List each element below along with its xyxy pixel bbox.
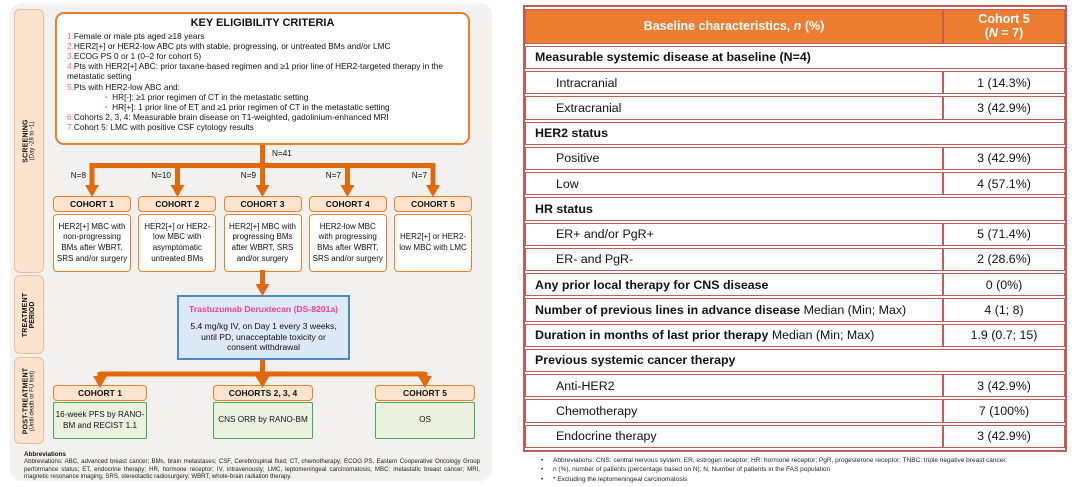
bullet-icon: • xyxy=(541,475,544,483)
cohort-description: HER2[+] MBC with non-progressing BMs after WBRT, SRS and/or surgery xyxy=(53,214,131,272)
eligibility-item xyxy=(67,112,458,122)
row-label-text: Number of previous lines in advance disease xyxy=(535,302,801,317)
table-row xyxy=(525,71,1065,94)
cohort-description: HER2[+] or HER2-low MBC with asymptomatic untreated BMs xyxy=(138,214,216,272)
abbreviations-text: Abbreviations: ABC, advanced breast cancer; BMs, brain metastases; CSF, Cerebrospinal fluid; CT, chemotherapy; ECOG PS, Eastern Cooperative Oncology Group performance status; ET, endocrine therapy; HR, hormone receptor; IV, intravenously; LMC, leptomeningeal carcinomatosis; MBC: metastatic breast cancer; MRI, magnetic resonance imaging; SRS, stereotactic radiosurgery; WBRT, whole-brain radiation therapy. xyxy=(24,458,480,481)
row-label-text: Duration in months of last prior therapy xyxy=(535,328,769,343)
header-baseline-characteristics: Baseline characteristics, n (%) xyxy=(525,9,943,44)
row-section-label: HER2 status xyxy=(525,122,1065,145)
cohort-n-labels xyxy=(10,171,492,183)
outcome-description: 16-week PFS by RANO-BM and RECIST 1.1 xyxy=(53,402,147,439)
total-n-label: N=41 xyxy=(272,149,292,158)
eligibility-item-number: 2. xyxy=(67,41,74,52)
row-value: 3 (42.9%) xyxy=(943,425,1065,448)
row-label-suffix: Median (Min; Max) xyxy=(800,302,907,317)
footnote-item xyxy=(541,465,1072,474)
eligibility-item xyxy=(67,31,458,41)
cohort-header: COHORT 3 xyxy=(224,196,302,212)
row-label xyxy=(525,223,943,246)
phase-label-treatment-period xyxy=(14,275,44,354)
table-row xyxy=(525,273,1065,296)
eligibility-item xyxy=(67,41,458,51)
eligibility-subitem xyxy=(67,102,458,112)
eligibility-item xyxy=(67,82,458,92)
footnote-text: Abbreviations: CNS: central nervous system; ER, estrogen receptor; HR: hormone receptor; PgR, progesterone receptor; TNBC: triple negative breast cancer. xyxy=(553,457,1008,464)
header-cohort5: Cohort 5 (N = 7) xyxy=(943,9,1065,44)
row-label-text: Chemotherapy xyxy=(556,403,638,418)
footnote-text: n (%), number of patients (percentage based on N); N, Number of patients in the FAS population xyxy=(553,466,831,474)
phase-label-post-treatment xyxy=(14,357,44,444)
table-row xyxy=(525,147,1065,170)
eligibility-item-text: Female or male pts aged ≥18 years xyxy=(73,31,205,41)
row-label xyxy=(525,248,943,271)
outcome-description: CNS ORR by RANO-BM xyxy=(213,402,313,439)
row-label xyxy=(525,399,943,422)
row-value: 3 (42.9%) xyxy=(943,96,1065,119)
cohort-box xyxy=(138,196,216,272)
eligibility-item-number: 1. xyxy=(67,31,74,41)
row-label xyxy=(525,172,943,195)
eligibility-item-number: 3. xyxy=(67,51,74,62)
cohort-box xyxy=(309,196,387,272)
outcome-box-cohort5 xyxy=(375,385,475,439)
treatment-box xyxy=(177,295,350,360)
row-label-text: Any prior local therapy for CNS disease xyxy=(535,277,769,292)
cohort-description: HER2[+] MBC with progressing BMs after WBRT, SRS and/or surgery xyxy=(224,214,302,272)
row-label xyxy=(525,298,943,321)
row-label xyxy=(525,147,943,170)
table-row xyxy=(525,172,1065,195)
eligibility-item-number: 7. xyxy=(67,122,74,133)
row-section-label: Previous systemic cancer therapy xyxy=(525,349,1065,372)
eligibility-title: KEY ELIGIBILITY CRITERIA xyxy=(190,17,335,29)
table-row xyxy=(525,349,1065,372)
bullet-icon: ▪ xyxy=(105,104,108,111)
eligibility-item xyxy=(67,61,458,81)
abbreviations-title: Abbreviations xyxy=(24,451,66,458)
table-row xyxy=(525,197,1065,220)
cohort-header: COHORT 2 xyxy=(138,196,216,212)
table-row xyxy=(525,324,1065,347)
cohort-row xyxy=(53,196,472,272)
eligibility-item-text: Cohorts 2, 3, 4: Measurable brain disease on T1-weighted, gadolinium-enhanced MRI xyxy=(73,112,389,123)
phase-label-screening xyxy=(14,9,44,273)
eligibility-subitem-text: HR[-]: ≥1 prior regimen of CT in the metastatic setting xyxy=(112,91,309,102)
row-label-text: Intracranial xyxy=(556,75,618,90)
table-header-row xyxy=(525,9,1065,44)
cohort-n-label: N=7 xyxy=(325,171,341,180)
row-value: 0 (0%) xyxy=(943,273,1065,296)
table-footnotes xyxy=(523,456,1072,484)
eligibility-list xyxy=(67,31,458,133)
table-row xyxy=(525,248,1065,271)
row-value: 1.9 (0.7; 15) xyxy=(943,324,1065,347)
row-label xyxy=(525,273,943,296)
baseline-table-panel xyxy=(523,5,1072,484)
row-section-label: HR status xyxy=(525,197,1065,220)
row-label-text: ER- and PgR- xyxy=(556,252,634,267)
phase-label-title: SCREENING xyxy=(22,119,30,163)
table-row xyxy=(525,223,1065,246)
phase-label-subtitle: (Until death or FU lost) xyxy=(29,370,36,431)
row-label-text: Low xyxy=(556,176,579,191)
outcome-header: COHORT 1 xyxy=(53,385,147,401)
eligibility-item xyxy=(67,51,458,61)
outcome-description: OS xyxy=(375,402,475,439)
eligibility-item-text: HER2[+] or HER2-low ABC pts with stable, progressing, or untreated BMs and/or LMC xyxy=(73,41,391,52)
row-label-suffix: Median (Min; Max) xyxy=(768,328,875,343)
table-row xyxy=(525,122,1065,145)
table-row xyxy=(525,46,1065,69)
row-label xyxy=(525,96,943,119)
row-value: 3 (42.9%) xyxy=(943,147,1065,170)
table-row xyxy=(525,374,1065,397)
eligibility-item-text: Pts with HER2[+] ABC: prior taxane-based regimen and ≥1 prior line of HER2-targeted therapy in the metastatic setting xyxy=(67,61,444,82)
row-value: 1 (14.3%) xyxy=(943,71,1065,94)
table-row xyxy=(525,425,1065,448)
eligibility-subitem xyxy=(67,92,458,102)
row-value: 4 (57.1%) xyxy=(943,172,1065,195)
cohort-description: HER2-low MBC with progressing BMs after WBRT, SRS and/or surgery xyxy=(309,214,387,272)
eligibility-item-number: 6. xyxy=(67,112,74,123)
outcome-box-cohorts234 xyxy=(213,385,313,439)
abbreviations-note xyxy=(24,451,480,481)
cohort-n-label: N=10 xyxy=(151,171,171,180)
treatment-description: 5.4 mg/kg IV, on Day 1 every 3 weeks, until PD, unacceptable toxicity or consent withdrawal xyxy=(190,321,337,353)
table-row xyxy=(525,399,1065,422)
footnote-item xyxy=(541,475,1072,484)
eligibility-item xyxy=(67,122,458,132)
cohort-description: HER2[+] or HER2-low MBC with LMC xyxy=(394,214,472,272)
eligibility-item-text: Cohort 5: LMC with positive CSF cytology results xyxy=(73,122,254,133)
outcome-header: COHORT 5 xyxy=(375,385,475,401)
eligibility-subitem-text: HR[+]: 1 prior line of ET and ≥1 prior regimen of CT in the metastatic setting xyxy=(112,101,390,112)
cohort-header: COHORT 4 xyxy=(309,196,387,212)
eligibility-item-text: Pts with HER2-low ABC and: xyxy=(73,81,180,92)
row-label-text: Positive xyxy=(556,151,600,166)
footnote-text: * Excluding the leptomeningeal carcinomatosis xyxy=(553,475,688,483)
row-label xyxy=(525,71,943,94)
phase-label-title: TREATMENT xyxy=(22,292,29,337)
bullet-icon: • xyxy=(541,466,544,474)
cohort-box xyxy=(224,196,302,272)
bullet-icon: • xyxy=(541,457,544,464)
row-label xyxy=(525,374,943,397)
cohort-box xyxy=(394,196,472,272)
phase-label-title: POST-TREATMENT xyxy=(22,367,30,434)
row-label-text: ER+ and/or PgR+ xyxy=(556,227,654,242)
row-label-text: Extracranial xyxy=(556,100,622,115)
row-label-text: Anti-HER2 xyxy=(556,378,615,393)
eligibility-criteria-box xyxy=(55,12,470,145)
row-value: 3 (42.9%) xyxy=(943,374,1065,397)
footnote-item xyxy=(541,456,1072,465)
phase-label-subtitle: (Day -28 to -1) xyxy=(29,121,36,161)
outcome-row xyxy=(53,385,475,440)
row-value: 4 (1; 8) xyxy=(943,298,1065,321)
eligibility-item-text: ECOG PS 0 or 1 (0–2 for cohort 5) xyxy=(73,51,202,62)
cohort-n-label: N=9 xyxy=(240,171,256,180)
row-value: 5 (71.4%) xyxy=(943,223,1065,246)
cohort-box xyxy=(53,196,131,272)
treatment-title: Trastuzumab Deruxtecan (DS-8201a) xyxy=(188,304,338,314)
table-row xyxy=(525,96,1065,119)
bullet-icon: ▪ xyxy=(105,94,108,101)
row-value: 7 (100%) xyxy=(943,399,1065,422)
cohort-header: COHORT 1 xyxy=(53,196,131,212)
row-value: 2 (28.6%) xyxy=(943,248,1065,271)
study-design-panel xyxy=(10,3,492,481)
row-label xyxy=(525,425,943,448)
eligibility-item-number: 5. xyxy=(67,81,74,92)
cohort-header: COHORT 5 xyxy=(394,196,472,212)
row-label-text: Endocrine therapy xyxy=(556,429,657,444)
eligibility-item-number: 4. xyxy=(67,61,74,72)
phase-label-subtitle: PERIOD xyxy=(29,301,36,328)
outcome-header: COHORTS 2, 3, 4 xyxy=(213,385,313,401)
cohort-n-label: N=8 xyxy=(70,171,86,180)
table-row xyxy=(525,298,1065,321)
outcome-box-cohort1 xyxy=(53,385,147,439)
row-label xyxy=(525,324,943,347)
cohort-n-label: N=7 xyxy=(411,171,427,180)
row-section-label: Measurable systemic disease at baseline (N=4) xyxy=(525,46,1065,69)
baseline-characteristics-table xyxy=(523,5,1067,452)
